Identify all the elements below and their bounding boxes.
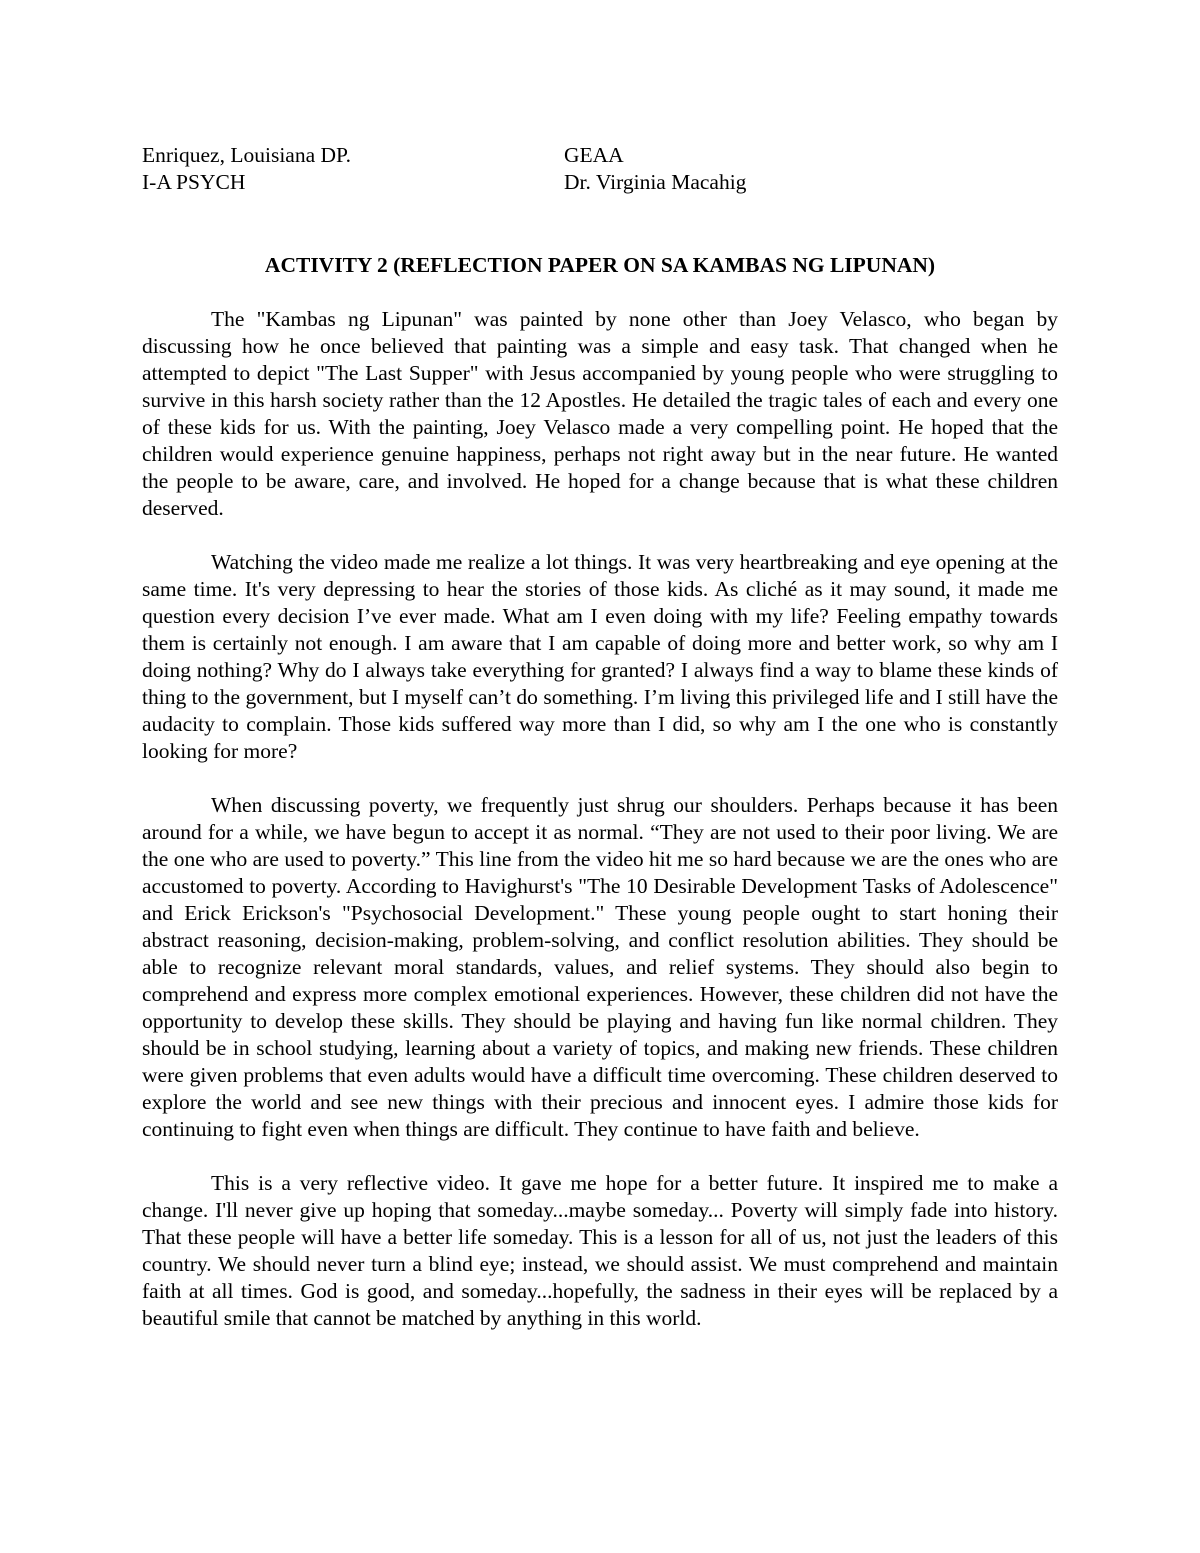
- document-body: [142, 306, 1058, 1332]
- document-header: [142, 142, 1058, 196]
- paragraph-4: This is a very reflective video. It gave me hope for a better future. It inspired me to make a change. I'll never give up hoping that someday...maybe someday... Poverty will simply fade into history. That these people will have a better life someday. This is a lesson for all of us, not just the leaders of this country. We should never turn a blind eye; instead, we should assist. We must comprehend and maintain faith at all times. God is good, and someday...hopefully, the sadness in their eyes will be replaced by a beautiful smile that cannot be matched by anything in this world.: [142, 1171, 1058, 1330]
- course-code: GEAA: [564, 143, 624, 167]
- student-name: Enriquez, Louisiana DP.: [142, 143, 351, 167]
- paragraph-1: The "Kambas ng Lipunan" was painted by none other than Joey Velasco, who began by discussing how he once believed that painting was a simple and easy task. That changed when he attempted to depict "The Last Supper" with Jesus accompanied by young people who were struggling to survive in this harsh society rather than the 12 Apostles. He detailed the tragic tales of each and every one of these kids for us. With the painting, Joey Velasco made a very compelling point. He hoped that the children would experience genuine happiness, perhaps not right away but in the near future. He wanted the people to be aware, care, and involved. He hoped for a change because that is what these children deserved.: [142, 307, 1058, 520]
- document-title: ACTIVITY 2 (REFLECTION PAPER ON SA KAMBAS NG LIPUNAN): [264, 253, 936, 277]
- paragraph-2: Watching the video made me realize a lot things. It was very heartbreaking and eye opening at the same time. It's very depressing to hear the stories of those kids. As cliché as it may sound, it made me question every decision I’ve ever made. What am I even doing with my life? Feeling empathy towards them is certainly not enough. I am aware that I am capable of doing more and better work, so why am I doing nothing? Why do I always take everything for granted? I always find a way to blame these kinds of thing to the government, but I myself can’t do something. I’m living this privileged life and I still have the audacity to complain. Those kids suffered way more than I did, so why am I the one who is constantly looking for more?: [142, 550, 1058, 763]
- header-row-1: [142, 142, 1058, 169]
- class-section: I-A PSYCH: [142, 170, 246, 194]
- header-row-2: [142, 169, 1058, 196]
- instructor-name: Dr. Virginia Macahig: [564, 170, 747, 194]
- paragraph-3: When discussing poverty, we frequently just shrug our shoulders. Perhaps because it has been around for a while, we have begun to accept it as normal. “They are not used to their poor living. We are the one who are used to poverty.” This line from the video hit me so hard because we are the ones who are accustomed to poverty. According to Havighurst's "The 10 Desirable Development Tasks of Adolescence" and Erick Erickson's "Psychosocial Development." These young people ought to start honing their abstract reasoning, decision-making, problem-solving, and conflict resolution abilities. They should be able to recognize relevant moral standards, values, and relief systems. They should also begin to comprehend and express more complex emotional experiences. However, these children did not have the opportunity to develop these skills. They should be playing and having fun like normal children. They should be in school studying, learning about a variety of topics, and making new friends. These children were given problems that even adults would have a difficult time overcoming. These children deserved to explore the world and see new things with their precious and innocent eyes. I admire those kids for continuing to fight even when things are difficult. They continue to have faith and believe.: [142, 793, 1058, 1141]
